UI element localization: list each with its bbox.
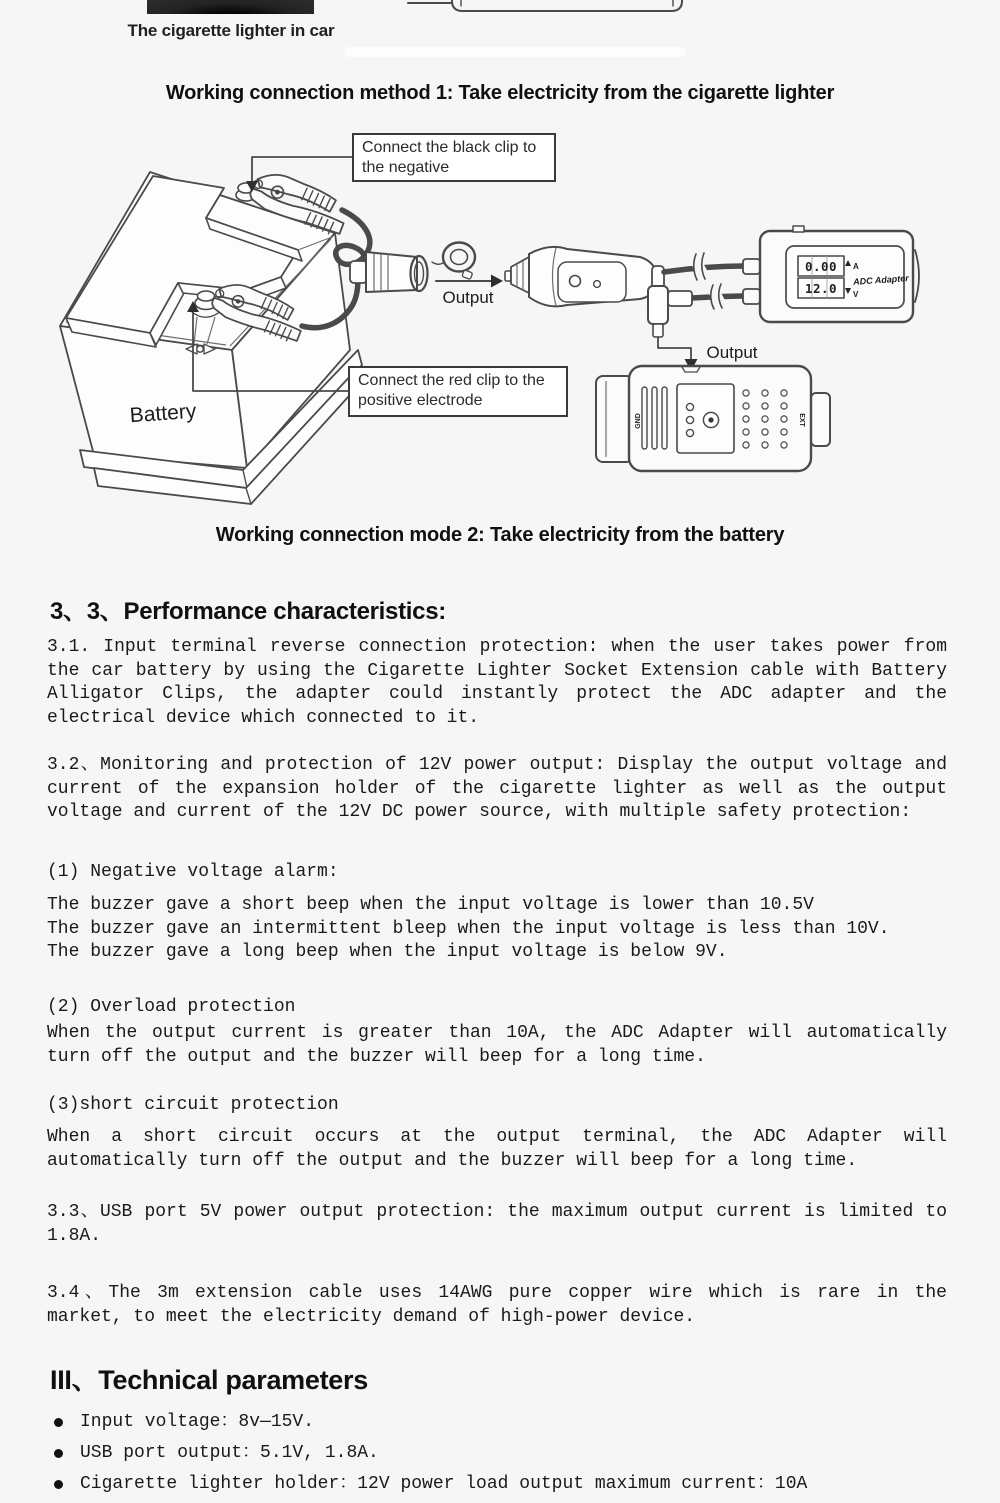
output1-label: Output [442,288,494,307]
overload-title: (2) Overload protection [47,997,296,1017]
adapter-input-stub-top [743,259,760,274]
alarm-lines [47,894,947,965]
adapter-input-stub-bottom [743,289,760,304]
callout-red-clip: Connect the red clip to the positive electrode [348,366,568,417]
adapter-volts-value: 12.0 [804,281,838,296]
technical-parameters-list [50,1410,950,1503]
cigarette-lighter-photo [147,0,314,14]
cropped-device-drawing [395,0,695,20]
adapter-amps-value: 0.00 [804,259,838,274]
adapter-amps-unit: A [853,262,859,271]
overload-body: When the output current is greater than 10A, the ADC Adapter will automatically turn off the output and the buzzer will beep for a long time. [47,1023,947,1067]
photo-caption: The cigarette lighter in car [127,21,335,40]
alarm-line-3: The buzzer gave a long beep when the input voltage is below 9V. [47,942,728,962]
figure1-title: Working connection method 1: Take electricity from the cigarette lighter [165,82,835,104]
para-3-4: 3.4、The 3m extension cable uses 14AWG pure copper wire which is rare in the market, to meet the electricity demand of high-power device. [47,1283,947,1327]
para-3-3: 3.3、USB port 5V power output protection: the maximum output current is limited to 1.8A. [47,1202,947,1246]
adapter-volts-unit: V [853,290,859,299]
technical-heading: III、Technical parameters [50,1365,368,1395]
performance-heading: 3、3、Performance characteristics: [50,598,446,625]
list-item: USB port output：5.1V, 1.8A. [50,1441,950,1465]
para-3-2: 3.2、Monitoring and protection of 12V power output: Display the output voltage and current of the expansion holder of the cigarette lighter as well as the output voltage and current of the 12V DC power source, with multiple safety protection: [47,755,947,822]
alarm-line-2: The buzzer gave an intermittent bleep when the input voltage is less than 10V. [47,918,890,939]
short-circuit-title: (3)short circuit protection [47,1095,339,1115]
dc-elbow-plug [648,286,692,337]
figure2-caption: Working connection mode 2: Take electricity from the battery [215,524,785,546]
expansion-holder-drawing [596,366,830,471]
adc-adapter-drawing [760,226,919,322]
holder-gnd-label: GND [635,413,642,429]
alarm-title: (1) Negative voltage alarm: [47,862,339,882]
short-circuit-body: When a short circuit occurs at the output terminal, the ADC Adapter will automatically turn off the output and the buzzer will beep for a long time. [47,1127,947,1171]
holder-ext-label: EXT [798,413,805,427]
para-3-1: 3.1. Input terminal reverse connection protection: when the user takes power from the car battery by using the Cigarette Lighter Socket Extension cable with Battery Alligator Clips, the adapter could instantly protect the ADC adapter and the electrical device which connected to it. [47,637,947,728]
callout-black-clip: Connect the black clip to the negative [352,133,556,182]
output2-label: Output [706,343,758,362]
plug-drawing [505,247,664,307]
battery-label: Battery [129,399,198,428]
list-item: Cigarette lighter holder：12V power load output maximum current：10A [50,1472,950,1496]
list-item: Input voltage：8v—15V. [50,1410,950,1434]
cropped-image-strip [344,47,686,57]
adapter-name-label: ADC Adapter [852,273,910,287]
alarm-line-1: The buzzer gave a short beep when the input voltage is lower than 10.5V [47,895,814,915]
